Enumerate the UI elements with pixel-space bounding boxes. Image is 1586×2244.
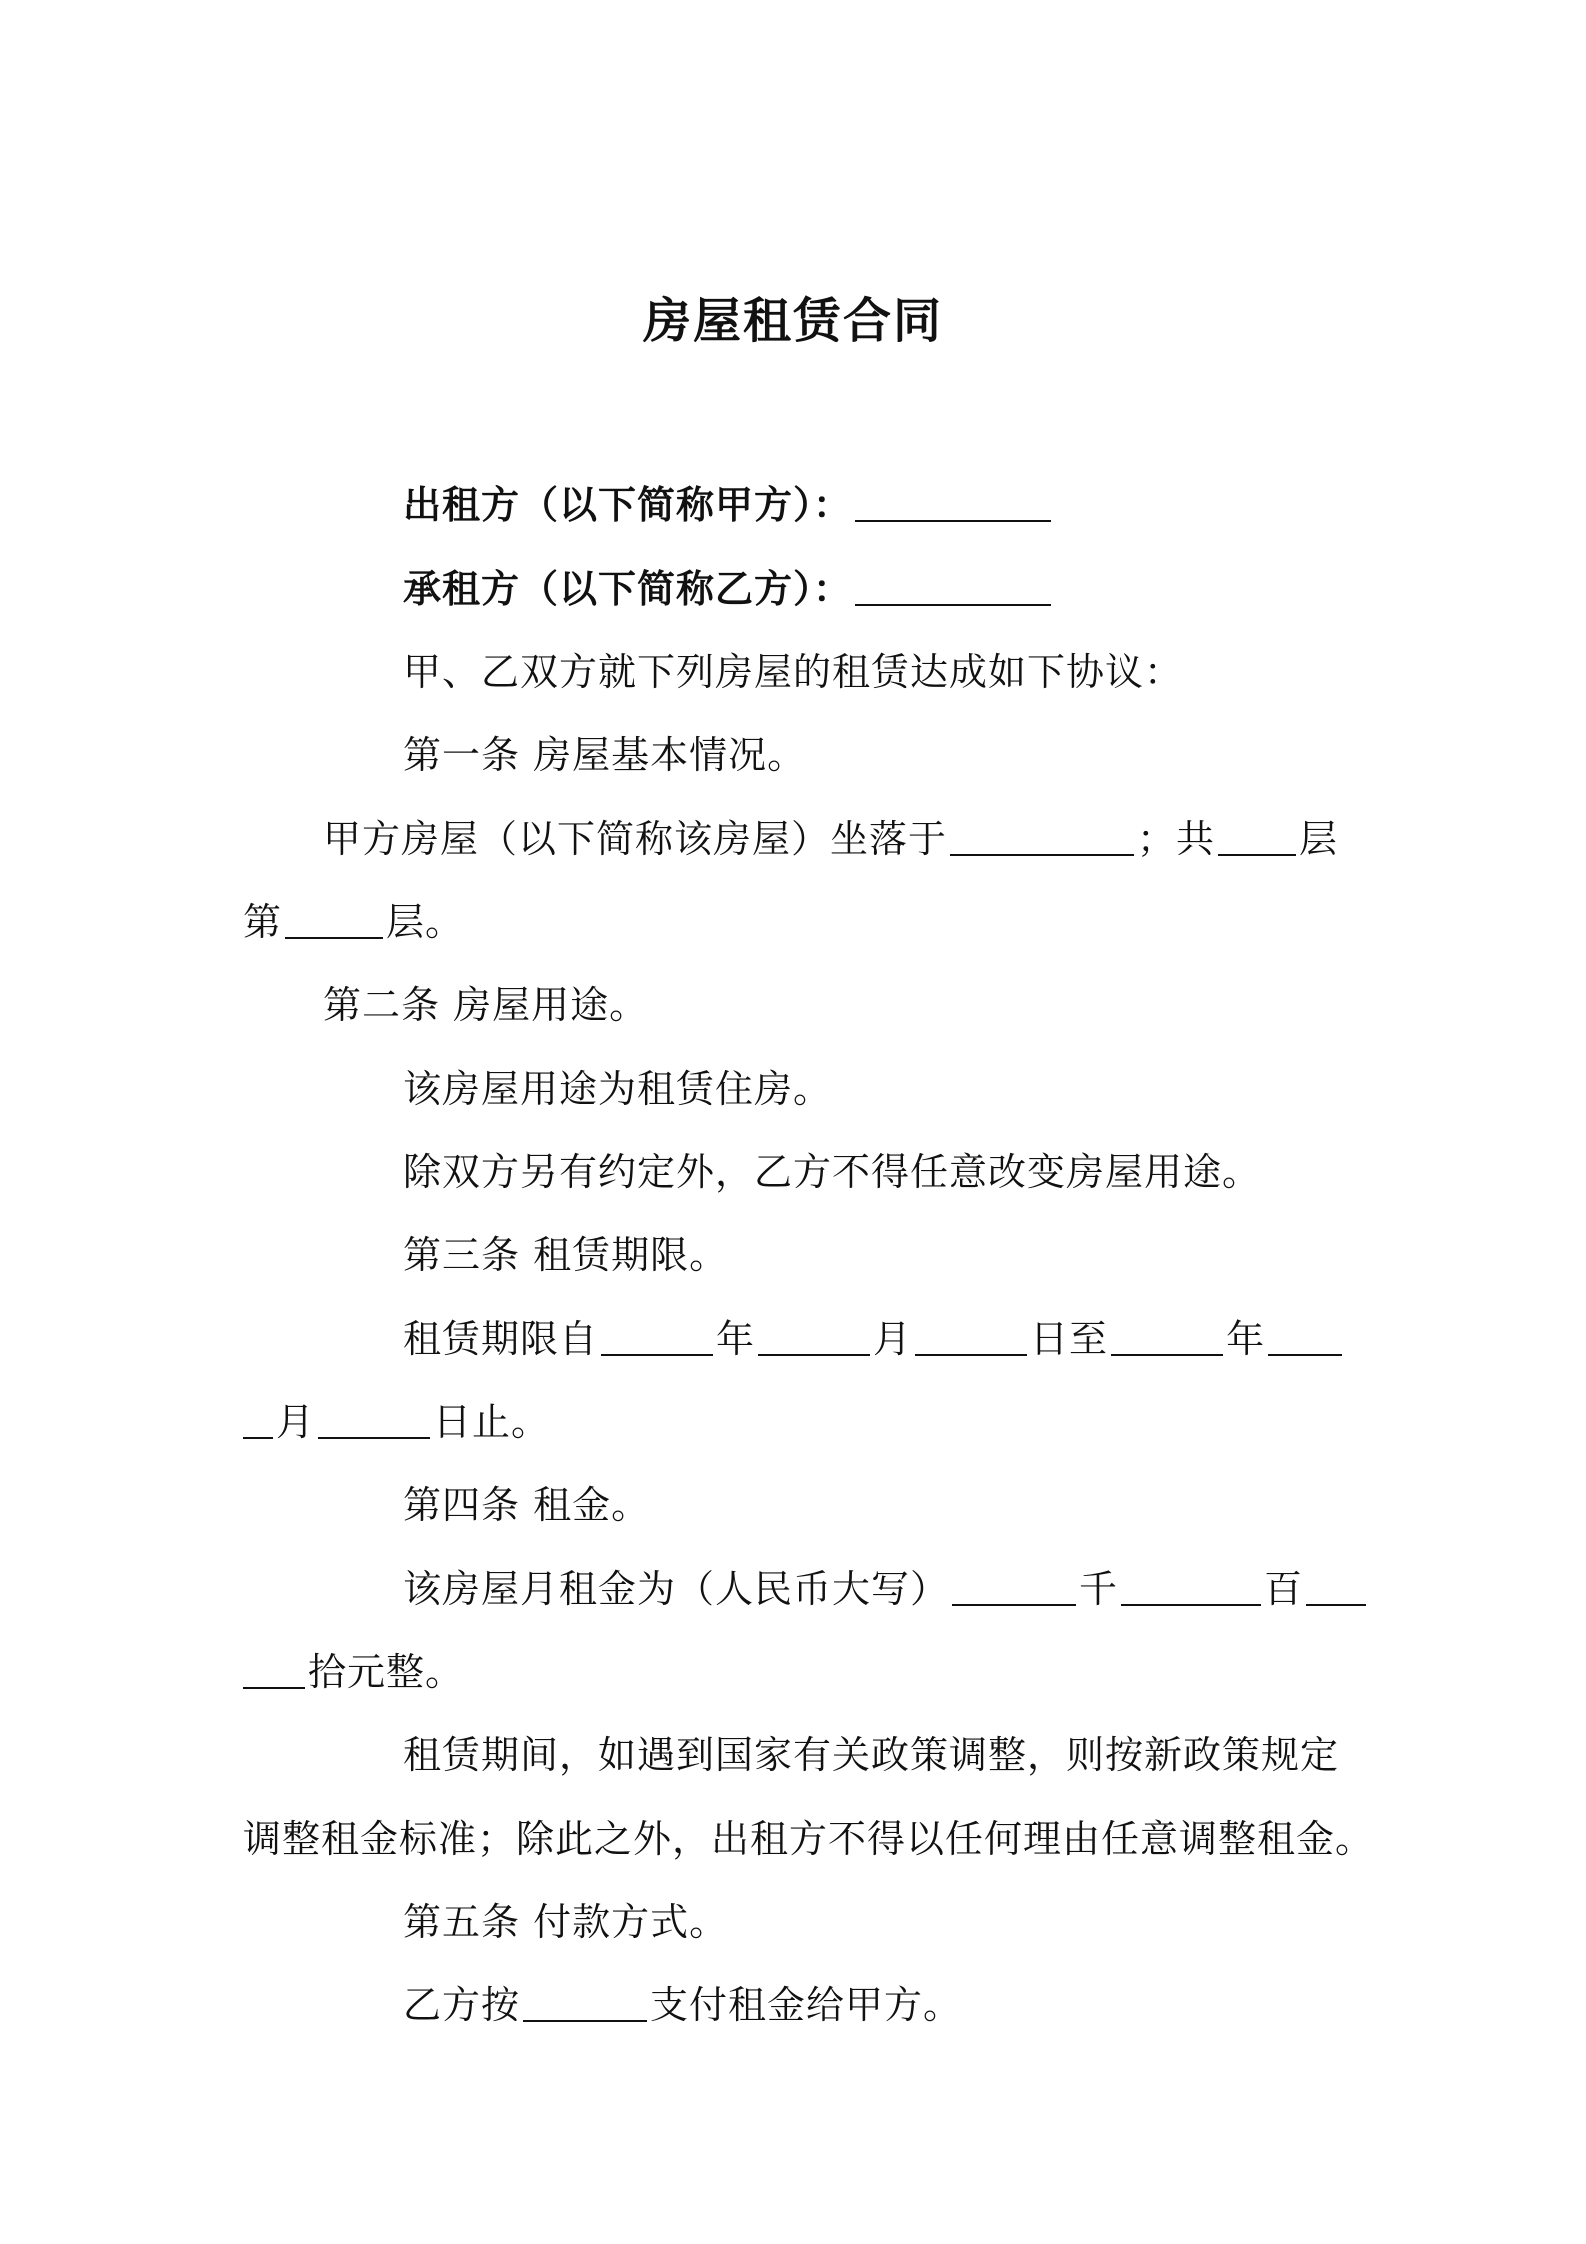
intro-text: 甲、乙双方就下列房屋的租赁达成如下协议： xyxy=(403,650,1184,694)
article-3-period-line-2 xyxy=(243,1395,550,1449)
article-4-para-2-line-2: 调整租金标准；除此之外，出租方不得以任何理由任意调整租金。 xyxy=(243,1817,1375,1861)
start-month-blank xyxy=(758,1318,870,1356)
month-label: 月 xyxy=(873,1317,913,1361)
article-2-heading: 第二条 房屋用途。 xyxy=(323,983,649,1027)
article-1-heading: 第一条 房屋基本情况。 xyxy=(403,733,807,777)
lessor-label: 出租方（以下简称甲方）： xyxy=(403,483,853,527)
article-1-floor-line xyxy=(243,895,464,949)
article-4-para-2-line-1: 租赁期间，如遇到国家有关政策调整，则按新政策规定 xyxy=(403,1733,1340,1777)
document-title: 房屋租赁合同 xyxy=(642,293,943,349)
end-month-blank-part-1 xyxy=(1268,1318,1342,1356)
day-to-label: 日至 xyxy=(1030,1317,1109,1361)
thousand-blank xyxy=(952,1568,1076,1606)
rent-label: 该房屋月租金为（人民币大写） xyxy=(403,1567,950,1611)
ten-blank-part-2 xyxy=(243,1651,305,1689)
article-3-heading: 第三条 租赁期限。 xyxy=(403,1233,729,1277)
year-label: 年 xyxy=(716,1317,756,1361)
lessee-label: 承租方（以下简称乙方）： xyxy=(403,567,853,611)
article-3-period-line xyxy=(403,1312,1345,1366)
rent-end-label: 拾元整。 xyxy=(308,1650,465,1694)
end-month-blank-part-2 xyxy=(243,1401,273,1439)
article-5-payment-line xyxy=(403,1978,962,2032)
article-4-rent-line-2 xyxy=(243,1645,464,1699)
article-1-location-line xyxy=(323,812,1338,866)
location-blank xyxy=(950,818,1134,856)
end-label: 日止。 xyxy=(433,1400,551,1444)
period-label: 租赁期限自 xyxy=(403,1317,599,1361)
article-2-para-2: 除双方另有约定外，乙方不得任意改变房屋用途。 xyxy=(403,1150,1262,1194)
total-floors-label: ；共 xyxy=(1137,817,1216,861)
floor-blank xyxy=(285,901,383,939)
article-4-heading: 第四条 租金。 xyxy=(403,1483,651,1527)
end-year-blank xyxy=(1111,1318,1223,1356)
thousand-label: 千 xyxy=(1079,1567,1119,1611)
total-floors-blank xyxy=(1218,818,1296,856)
start-year-blank xyxy=(601,1318,713,1356)
hundred-blank xyxy=(1121,1568,1261,1606)
end-year-label: 年 xyxy=(1226,1317,1266,1361)
floor-label: 第 xyxy=(243,900,283,944)
floors-unit: 层 xyxy=(1299,817,1339,861)
lessee-blank xyxy=(855,568,1051,606)
ten-blank-part-1 xyxy=(1306,1568,1366,1606)
article-4-rent-line xyxy=(403,1562,1369,1616)
location-label: 甲方房屋（以下简称该房屋）坐落于 xyxy=(323,817,948,861)
article-5-heading: 第五条 付款方式。 xyxy=(403,1900,729,1944)
lessor-line xyxy=(403,478,1054,532)
lessor-blank xyxy=(855,484,1051,522)
hundred-label: 百 xyxy=(1264,1567,1304,1611)
floor-unit: 层。 xyxy=(386,900,465,944)
payment-end-label: 支付租金给甲方。 xyxy=(650,1983,963,2027)
article-2-para-1: 该房屋用途为租赁住房。 xyxy=(403,1067,833,1111)
end-day-blank xyxy=(318,1401,430,1439)
payment-method-blank xyxy=(523,1984,647,2022)
payment-label: 乙方按 xyxy=(403,1983,521,2027)
lessee-line xyxy=(403,562,1054,616)
end-month-label: 月 xyxy=(276,1400,316,1444)
start-day-blank xyxy=(915,1318,1027,1356)
